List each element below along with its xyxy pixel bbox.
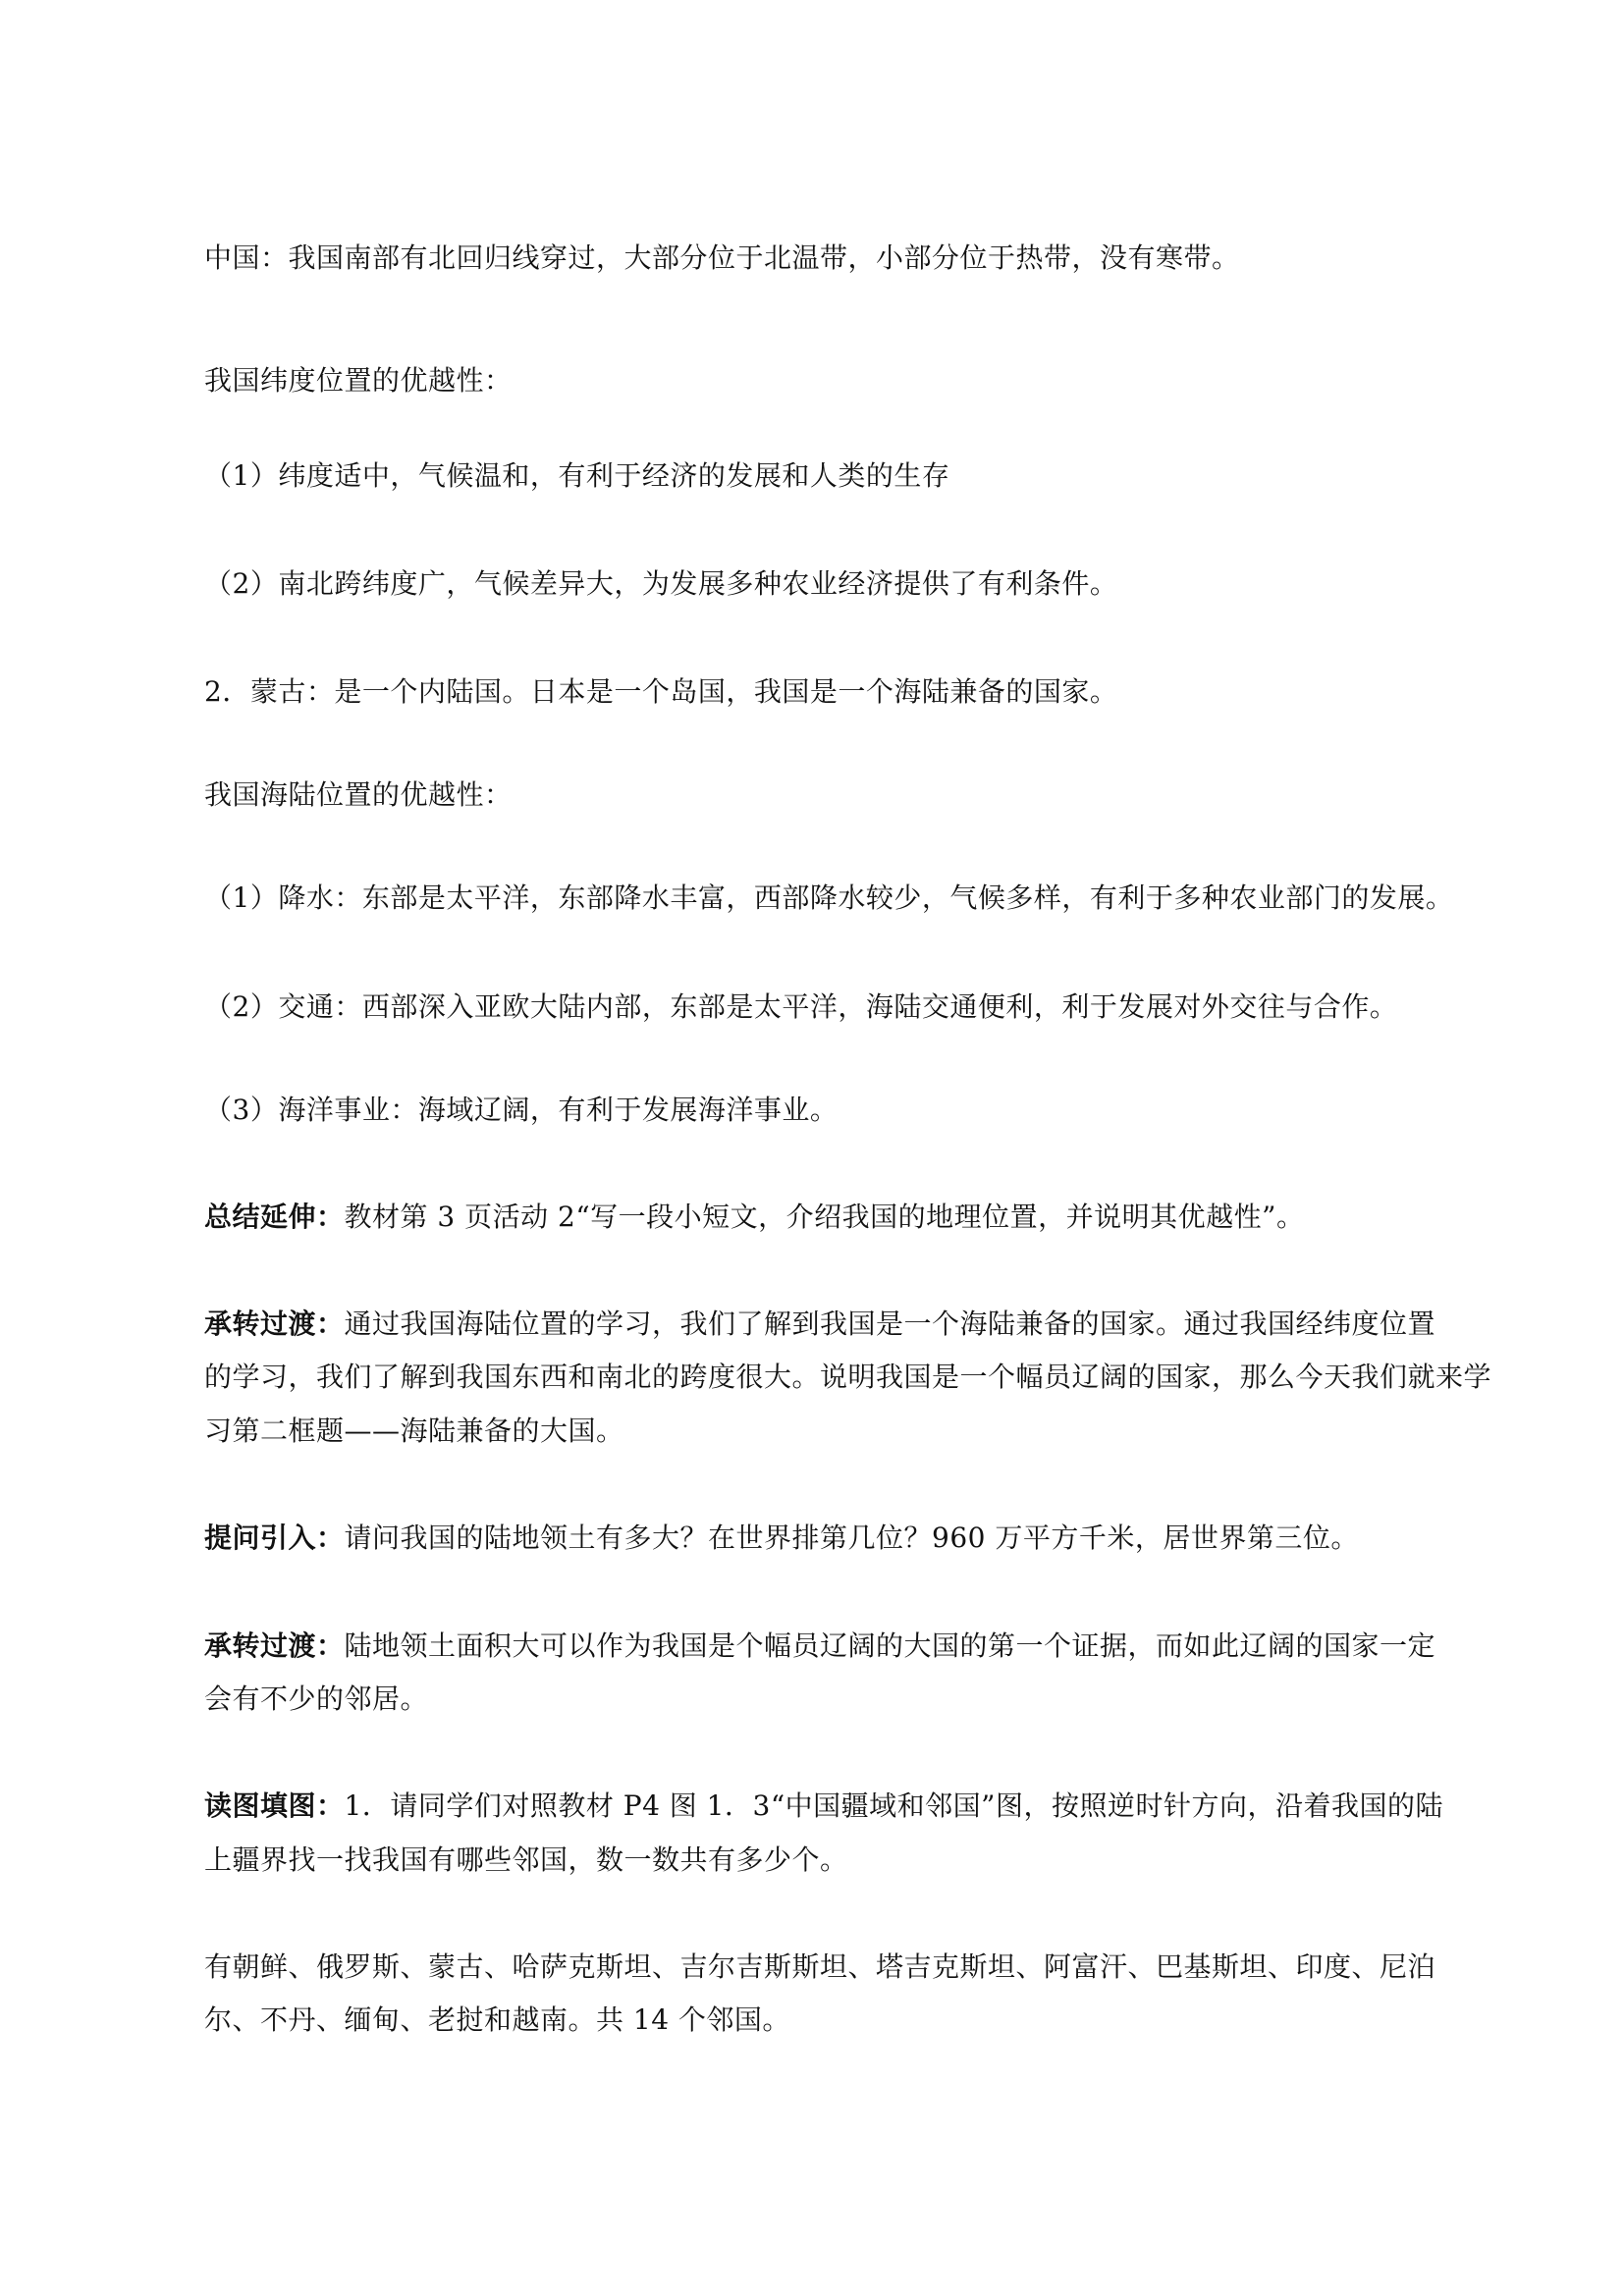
paragraph-transition-2-line1 bbox=[204, 1629, 1436, 1664]
paragraph-map-reading-line1 bbox=[204, 1789, 1443, 1824]
map-reading-text-line1: 1．请同学们对照教材 P4 图 1．3“中国疆域和邻国”图，按照逆时针方向，沿着我国的陆 bbox=[344, 1789, 1443, 1822]
paragraph-land-sea-advantage-3: （3）海洋事业：海域辽阔，有利于发展海洋事业。 bbox=[204, 1094, 839, 1126]
question-intro-text: 请问我国的陆地领土有多大？在世界排第几位？960 万平方千米，居世界第三位。 bbox=[344, 1522, 1359, 1554]
paragraph-summary bbox=[204, 1200, 1422, 1235]
paragraph-latitude-advantage-1: （1）纬度适中，气候温和，有利于经济的发展和人类的生存 bbox=[204, 459, 950, 492]
transition-1-text-line1: 通过我国海陆位置的学习，我们了解到我国是一个海陆兼备的国家。通过我国经纬度位置 bbox=[344, 1308, 1436, 1340]
question-intro-label: 提问引入： bbox=[204, 1522, 345, 1554]
paragraph-question-intro bbox=[204, 1521, 1422, 1556]
paragraph-latitude-advantages-heading: 我国纬度位置的优越性： bbox=[204, 364, 513, 397]
paragraph-land-sea-advantage-1: （1）降水：东部是太平洋，东部降水丰富，西部降水较少，气候多样，有利于多种农业部门的发展。 bbox=[204, 881, 1454, 914]
paragraph-latitude-advantage-2: （2）南北跨纬度广，气候差异大，为发展多种农业经济提供了有利条件。 bbox=[204, 567, 1118, 600]
transition-1-label: 承转过渡： bbox=[204, 1308, 345, 1340]
paragraph-transition-1-line2: 的学习，我们了解到我国东西和南北的跨度很大。说明我国是一个幅员辽阔的国家，那么今天我们就来学 bbox=[204, 1361, 1492, 1393]
map-reading-label: 读图填图： bbox=[204, 1789, 345, 1822]
summary-text: 教材第 3 页活动 2“写一段小短文，介绍我国的地理位置，并说明其优越性”。 bbox=[344, 1201, 1305, 1233]
paragraph-transition-1-line1 bbox=[204, 1307, 1436, 1342]
paragraph-land-sea-advantage-2: （2）交通：西部深入亚欧大陆内部，东部是太平洋，海陆交通便利，利于发展对外交往与合作。 bbox=[204, 990, 1398, 1023]
summary-label: 总结延伸： bbox=[204, 1201, 345, 1233]
paragraph-transition-1-line3: 习第二框题——海陆兼备的大国。 bbox=[204, 1415, 624, 1447]
paragraph-neighbors-line1: 有朝鲜、俄罗斯、蒙古、哈萨克斯坦、吉尔吉斯斯坦、塔吉克斯坦、阿富汗、巴基斯坦、印度、尼泊 bbox=[204, 1950, 1436, 1983]
paragraph-neighbors-line2: 尔、不丹、缅甸、老挝和越南。共 14 个邻国。 bbox=[204, 2003, 790, 2036]
paragraph-map-reading-line2: 上疆界找一找我国有哪些邻国，数一数共有多少个。 bbox=[204, 1843, 848, 1876]
paragraph-transition-2-line2: 会有不少的邻居。 bbox=[204, 1682, 429, 1715]
paragraph-land-sea-countries: 2．蒙古：是一个内陆国。日本是一个岛国，我国是一个海陆兼备的国家。 bbox=[204, 675, 1118, 708]
transition-2-label: 承转过渡： bbox=[204, 1629, 345, 1662]
paragraph-land-sea-advantages-heading: 我国海陆位置的优越性： bbox=[204, 778, 513, 811]
transition-2-text-line1: 陆地领土面积大可以作为我国是个幅员辽阔的大国的第一个证据，而如此辽阔的国家一定 bbox=[344, 1629, 1436, 1662]
paragraph-china-latitude: 中国：我国南部有北回归线穿过，大部分位于北温带，小部分位于热带，没有寒带。 bbox=[204, 241, 1240, 274]
